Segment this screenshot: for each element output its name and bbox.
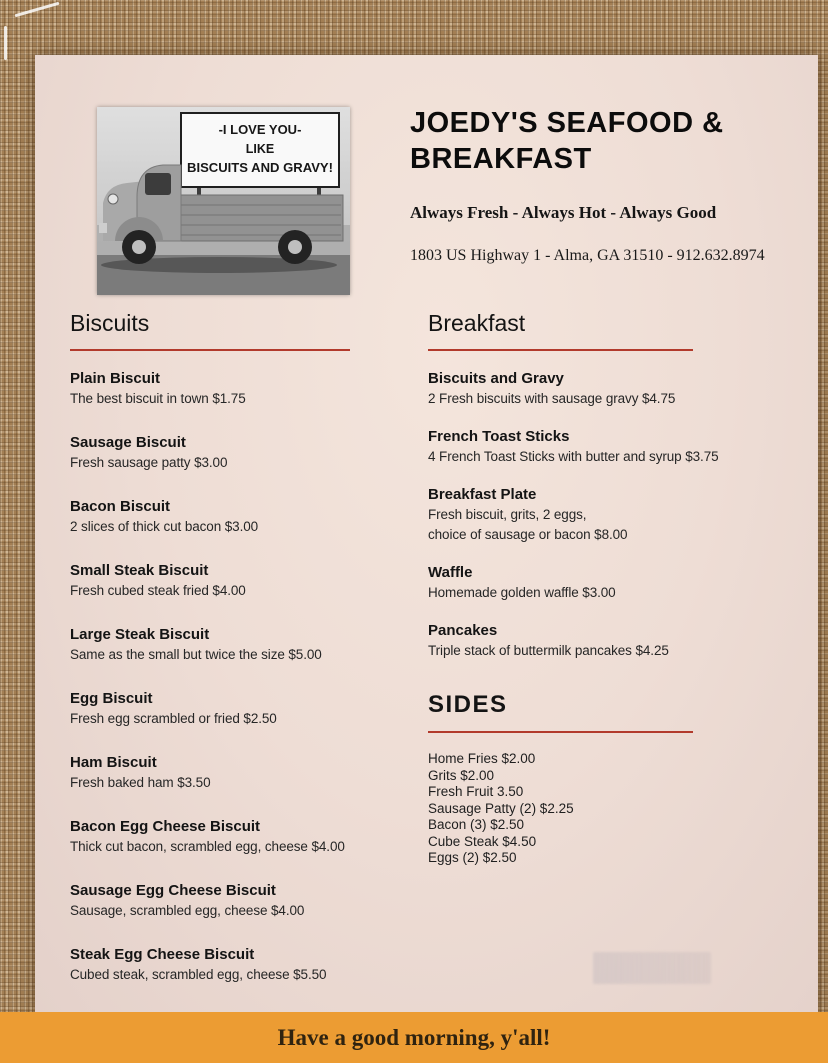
- menu-item: [70, 497, 365, 537]
- item-desc: Sausage, scrambled egg, cheese $4.00: [70, 903, 305, 918]
- menu-item: [70, 625, 365, 665]
- item-name: Pancakes: [428, 622, 498, 639]
- menu-item: [70, 561, 365, 601]
- side-item: Bacon (3) $2.50: [428, 817, 525, 832]
- item-desc: 4 French Toast Sticks with butter and syrup $3.75: [428, 449, 719, 464]
- truck-photo: [97, 107, 350, 295]
- item-desc: Fresh cubed steak fried $4.00: [70, 583, 246, 598]
- item-name: Breakfast Plate: [428, 486, 537, 503]
- header: [410, 105, 816, 265]
- item-desc: Cubed steak, scrambled egg, cheese $5.50: [70, 967, 327, 982]
- restaurant-name-line2: BREAKFAST: [410, 143, 592, 175]
- side-item: Grits $2.00: [428, 767, 495, 783]
- scan-artifact: [4, 26, 7, 60]
- address: 1803 US Highway 1 - Alma, GA 31510 - 912.632.8974: [410, 247, 765, 264]
- item-name: Bacon Biscuit: [70, 498, 171, 515]
- menu-page: [35, 55, 818, 1012]
- item-desc: Fresh baked ham $3.50: [70, 775, 211, 790]
- item-name: Plain Biscuit: [70, 370, 161, 387]
- menu-item: [70, 689, 365, 729]
- truck-illustration: [97, 107, 350, 295]
- item-desc: Homemade golden waffle $3.00: [428, 585, 616, 600]
- item-name: Biscuits and Gravy: [428, 370, 564, 387]
- item-desc: Fresh biscuit, grits, 2 eggs,: [428, 507, 587, 522]
- item-name: French Toast Sticks: [428, 428, 570, 445]
- side-item: Sausage Patty (2) $2.25: [428, 800, 574, 816]
- side-item: Cube Steak $4.50: [428, 833, 537, 849]
- item-name: Egg Biscuit: [70, 690, 153, 707]
- biscuits-underline: [70, 349, 350, 351]
- sign-line-2: LIKE: [245, 142, 275, 156]
- item-desc: Thick cut bacon, scrambled egg, cheese $4.00: [70, 839, 345, 854]
- item-desc: Triple stack of buttermilk pancakes $4.25: [428, 643, 669, 658]
- sides-list: [428, 751, 730, 867]
- sides-underline: [428, 731, 693, 733]
- item-name: Steak Egg Cheese Biscuit: [70, 946, 255, 963]
- item-name: Large Steak Biscuit: [70, 626, 210, 643]
- item-name: Sausage Egg Cheese Biscuit: [70, 882, 276, 899]
- item-desc: Fresh egg scrambled or fried $2.50: [70, 711, 277, 726]
- footer-banner: [0, 1012, 828, 1063]
- side-item: Home Fries $2.00: [428, 751, 536, 766]
- sign-line-3: BISCUITS AND GRAVY!: [187, 161, 333, 175]
- item-desc: Fresh sausage patty $3.00: [70, 455, 228, 470]
- side-item: Eggs (2) $2.50: [428, 850, 517, 865]
- menu-item: [70, 945, 365, 985]
- breakfast-heading: Breakfast: [428, 310, 526, 336]
- menu-item: [70, 753, 365, 793]
- sides-heading: SIDES: [428, 691, 508, 718]
- menu-item: [428, 369, 730, 409]
- item-name: Small Steak Biscuit: [70, 562, 209, 579]
- footer-message: Have a good morning, y'all!: [277, 1024, 551, 1050]
- breakfast-underline: [428, 349, 693, 351]
- tagline: Always Fresh - Always Hot - Always Good: [410, 203, 717, 222]
- menu-item: [70, 817, 365, 857]
- biscuits-heading: Biscuits: [70, 310, 150, 336]
- item-name: Ham Biscuit: [70, 754, 157, 771]
- side-item: Fresh Fruit 3.50: [428, 784, 524, 799]
- item-desc: 2 slices of thick cut bacon $3.00: [70, 519, 259, 534]
- item-name: Sausage Biscuit: [70, 434, 186, 451]
- item-desc: 2 Fresh biscuits with sausage gravy $4.75: [428, 391, 676, 406]
- restaurant-name-line1: JOEDY'S SEAFOOD &: [410, 107, 724, 139]
- watermark: [593, 952, 711, 984]
- menu-item: [428, 621, 730, 661]
- menu-item: [70, 369, 365, 409]
- sign-line-1: -I LOVE YOU-: [218, 122, 302, 137]
- menu-item: [70, 433, 365, 473]
- restaurant-name: [410, 105, 816, 177]
- item-desc: Same as the small but twice the size $5.00: [70, 647, 322, 662]
- item-desc: The best biscuit in town $1.75: [70, 391, 246, 406]
- item-desc: choice of sausage or bacon $8.00: [428, 527, 628, 542]
- menu-item: [70, 881, 365, 921]
- menu-item: [428, 563, 730, 603]
- menu-item: [428, 485, 730, 545]
- section-biscuits: [70, 307, 365, 1009]
- menu-item: [428, 427, 730, 467]
- item-name: Bacon Egg Cheese Biscuit: [70, 818, 261, 835]
- item-name: Waffle: [428, 564, 473, 581]
- section-breakfast: [428, 307, 730, 867]
- scan-artifact: [14, 2, 59, 18]
